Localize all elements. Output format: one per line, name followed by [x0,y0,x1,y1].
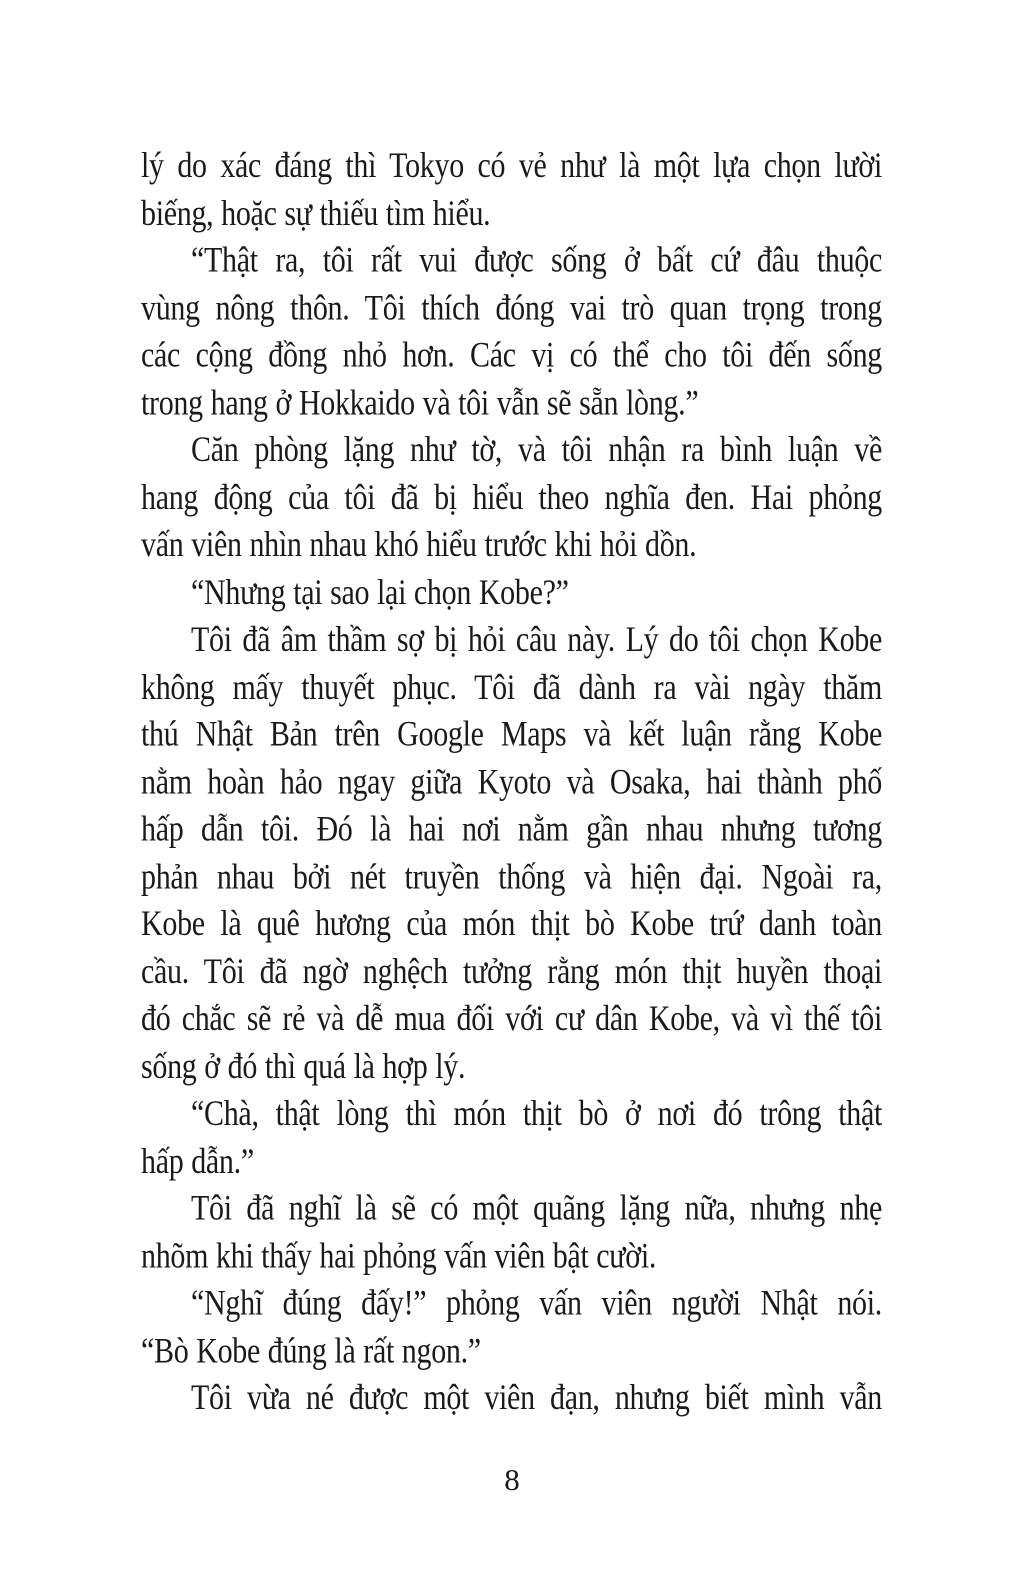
page-number: 8 [504,1462,520,1497]
page-text [141,142,882,1422]
paragraph [141,142,882,237]
text-line: nhõm khi thấy hai phỏng vấn viên bật cười. [141,1235,657,1276]
text-line: Tôi đã nghĩ là sẽ có một quãng lặng nữa, nhưng nhẹ [191,1188,882,1228]
text-line: Tôi vừa né được một viên đạn, nhưng biết mình vẫn [191,1378,882,1418]
text-line: hấp dẫn.” [141,1141,254,1181]
text-line: “Chà, thật lòng thì món thịt bò ở nơi đó trông thật [191,1093,882,1134]
text-line: phản nhau bởi nét truyền thống và hiện đại. Ngoài ra, [141,856,882,897]
text-line: “Nghĩ đúng đấy!” phỏng vấn viên người Nhật nói. [191,1283,882,1323]
paragraph [141,1185,882,1280]
text-line: lý do xác đáng thì Tokyo có vẻ như là một lựa chọn lười [141,145,882,186]
paragraph [141,616,882,1090]
text-line: sống ở đó thì quá là hợp lý. [141,1046,466,1086]
paragraph [141,237,882,427]
text-line: hang động của tôi đã bị hiểu theo nghĩa đen. Hai phỏng [141,477,882,517]
text-line: Căn phòng lặng như tờ, và tôi nhận ra bình luận về [191,430,882,470]
text-line: thú Nhật Bản trên Google Maps và kết luận rằng Kobe [141,714,882,754]
text-line: “Thật ra, tôi rất vui được sống ở bất cứ đâu thuộc [191,240,882,280]
text-line: các cộng đồng nhỏ hơn. Các vị có thể cho tôi đến sống [141,335,882,375]
text-line: không mấy thuyết phục. Tôi đã dành ra vài ngày thăm [141,667,882,707]
text-line: biếng, hoặc sự thiếu tìm hiểu. [141,193,491,233]
text-line: vùng nông thôn. Tôi thích đóng vai trò quan trọng trong [141,287,882,328]
text-line: trong hang ở Hokkaido và tôi vẫn sẽ sẵn lòng.” [141,382,699,423]
text-line: hấp dẫn tôi. Đó là hai nơi nằm gần nhau nhưng tương [141,809,882,849]
text-line: Kobe là quê hương của món thịt bò Kobe trứ danh toàn [141,904,882,944]
paragraph [141,426,882,568]
paragraph [141,1090,882,1185]
paragraph [141,1280,882,1375]
text-line: Tôi đã âm thầm sợ bị hỏi câu này. Lý do tôi chọn Kobe [191,619,882,660]
paragraph [141,1374,882,1421]
text-line: “Bò Kobe đúng là rất ngon.” [141,1330,481,1371]
text-line: nằm hoàn hảo ngay giữa Kyoto và Osaka, hai thành phố [141,761,882,802]
paragraph [141,569,882,616]
text-line: vấn viên nhìn nhau khó hiểu trước khi hỏi dồn. [141,524,697,565]
text-line: đó chắc sẽ rẻ và dễ mua đối với cư dân Kobe, và vì thế tôi [141,998,882,1039]
text-line: cầu. Tôi đã ngờ nghệch tưởng rằng món thịt huyền thoại [141,951,882,992]
text-line: “Nhưng tại sao lại chọn Kobe?” [191,572,569,612]
